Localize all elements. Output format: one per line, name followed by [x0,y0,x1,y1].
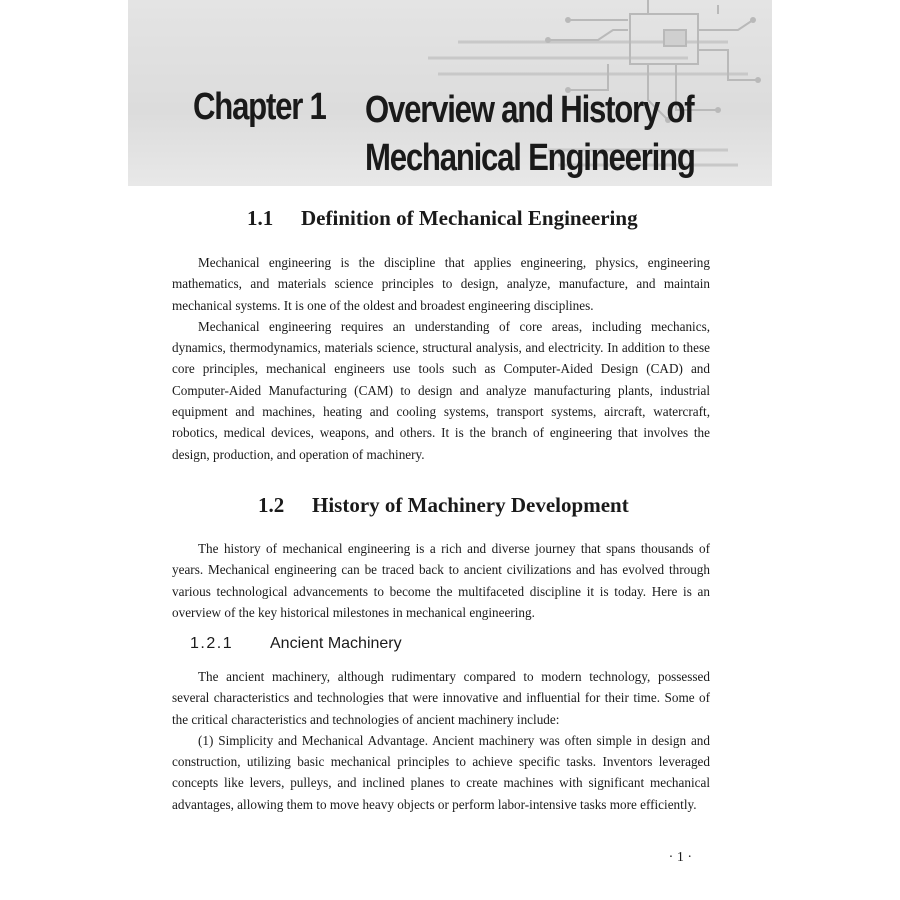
section-1-1-body [172,252,710,465]
section-title: Definition of Mechanical Engineering [301,206,638,230]
paragraph: The history of mechanical engineering is a rich and diverse journey that spans thousands of years. Mechanical engineering can be traced back to ancient civilizations and has evolved through various technological advancements to become the multifaceted discipline it is today. Here is an overview of the key historical milestones in mechanical engineering. [172,541,710,620]
chapter-title [365,86,693,182]
section-title: History of Machinery Development [312,493,629,517]
subsection-number: 1.2.1 [190,635,234,652]
section-number: 1.2 [258,493,285,517]
chapter-title-line-2: Mechanical Engineering [365,137,695,179]
paragraph: (1) Simplicity and Mechanical Advantage. Ancient machinery was often simple in design and construction, utilizing basic mechanical principles to achieve specific tasks. Inventors leveraged concepts like levers, pulleys, and inclined planes to create machines with significant mechanical advantages, allowing them to move heavy objects or perform labor-intensive tasks more efficiently. [172,732,710,812]
subsection-1-2-1-body [172,666,710,815]
paragraph: Mechanical engineering requires an understanding of core areas, including mechanics, dynamics, thermodynamics, materials science, structural analysis, and electricity. In addition to these core principles, mechanical engineers use tools such as Computer-Aided Design (CAD) and Computer-Aided Manufacturing (CAM) to design and analyze manufacturing plants, industrial equipment and machines, heating and cooling systems, transport systems, aircraft, watercraft, robotics, medical devices, weapons, and others. It is the branch of engineering that involves the design, production, and operation of machinery. [172,318,710,462]
section-heading-1-2 [258,493,629,518]
page-number: · 1 · [668,850,692,865]
chapter-title-line-1: Overview and History of [365,89,694,131]
section-heading-1-1 [247,206,638,231]
section-number: 1.1 [247,206,274,230]
chapter-label: Chapter 1 [193,86,326,128]
section-1-2-body [172,538,710,623]
subsection-heading-1-2-1 [190,635,402,653]
subsection-title: Ancient Machinery [270,635,402,652]
paragraph: Mechanical engineering is the discipline that applies engineering, physics, engineering mathematics, and materials science principles to design, analyze, manufacture, and maintain mechanical systems. It is one of the oldest and broadest engineering disciplines. [172,255,710,313]
paragraph: The ancient machinery, although rudimentary compared to modern technology, possessed several characteristics and technologies that were innovative and influential for their time. Some of the critical characteristics and technologies of ancient machinery include: [172,669,710,727]
